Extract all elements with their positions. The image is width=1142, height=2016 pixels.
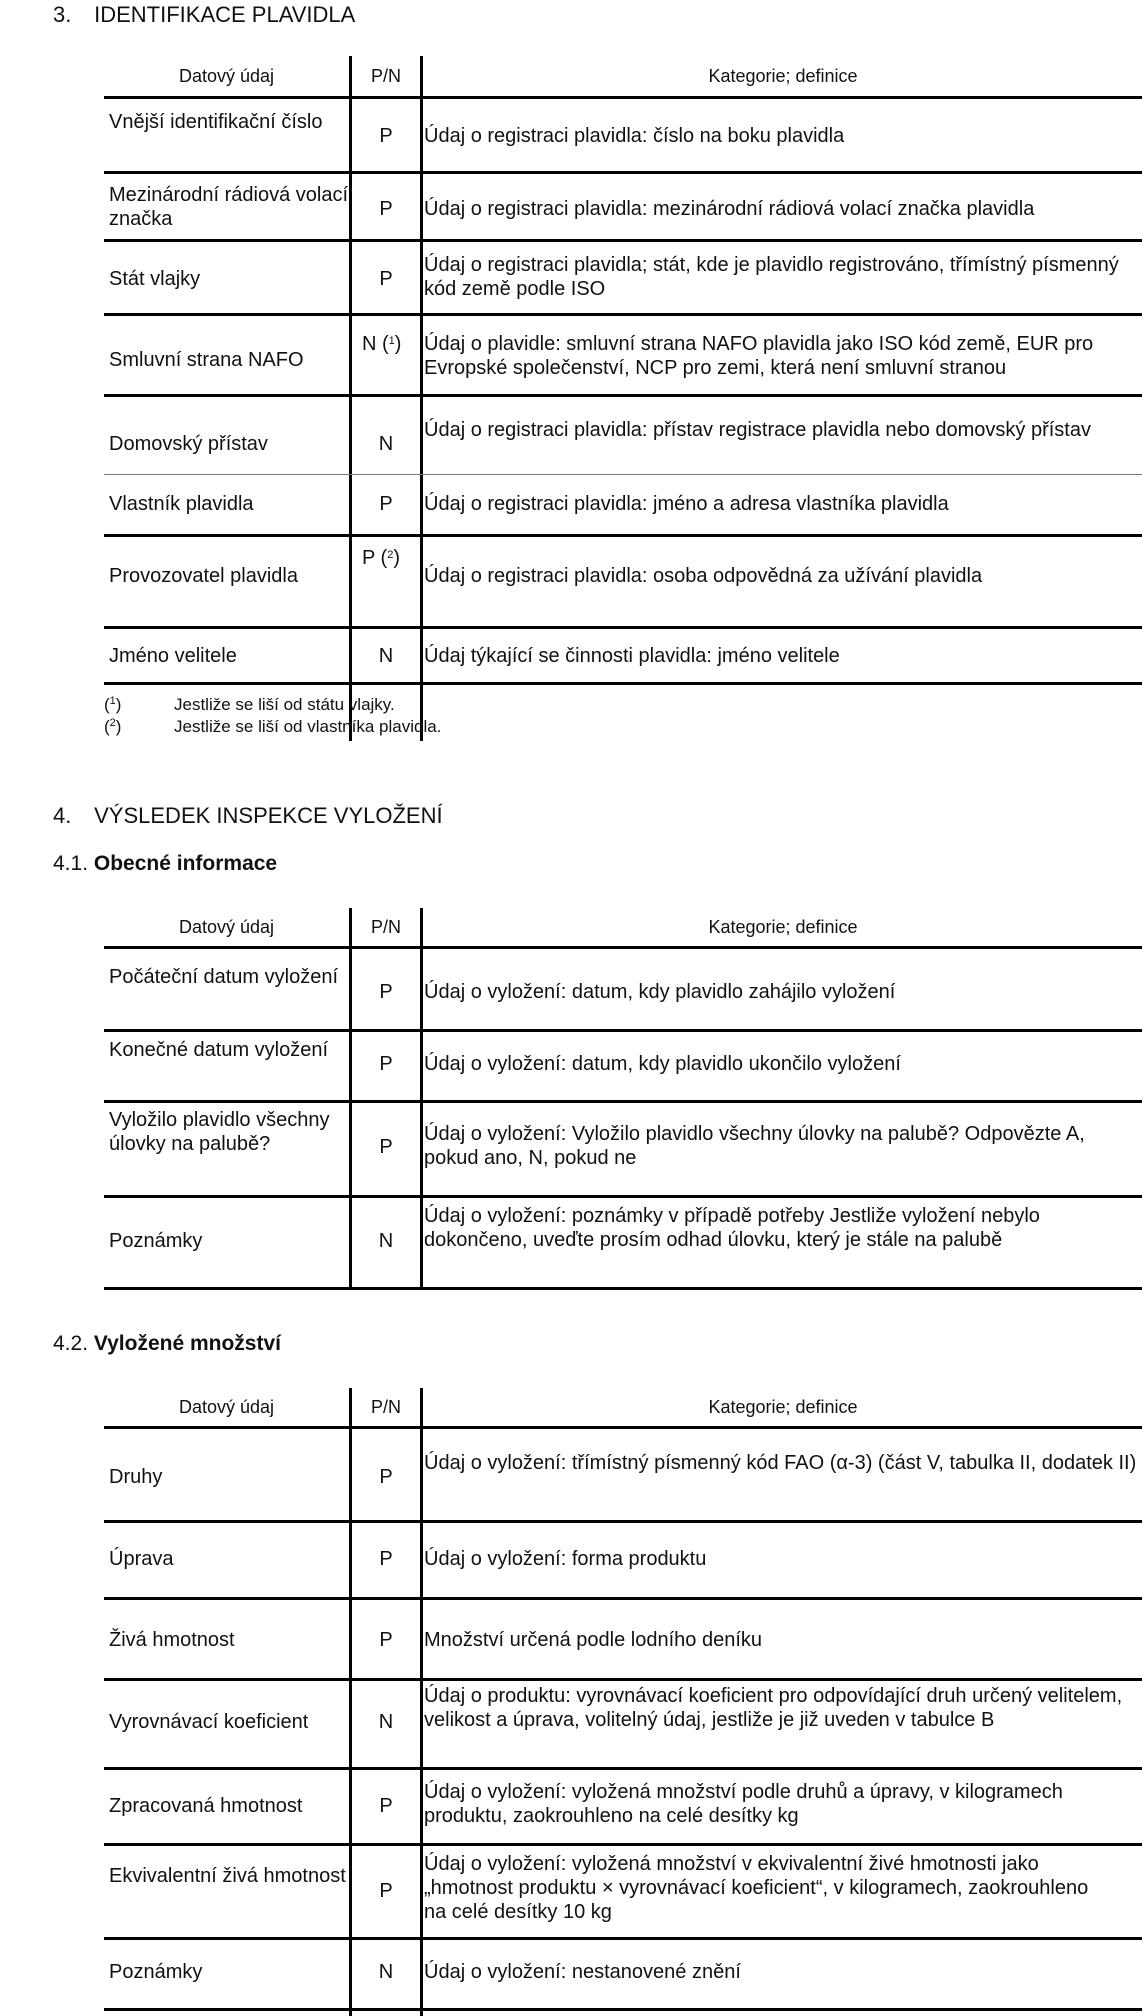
- table-row-name: Vlastník plavidla: [109, 493, 254, 515]
- section-number: 3.: [53, 2, 72, 27]
- column-header-data-item: Datový údaj: [178, 66, 275, 86]
- row-divider: [104, 682, 1142, 685]
- subsection-4-2-heading: [53, 1332, 281, 1356]
- table-row-pn: P: [379, 493, 393, 515]
- row-divider: [104, 1597, 1142, 1600]
- table-row-name: Živá hmotnost: [109, 1629, 235, 1651]
- table-row-definition: Údaj o registraci plavidla: osoba odpovědná za užívání plavidla: [424, 565, 983, 587]
- column-header-definition: Kategorie; definice: [708, 917, 858, 937]
- table-row-pn: P ($^2$): [362, 547, 400, 569]
- section-3-heading: [53, 2, 355, 28]
- table-row-name: Domovský přístav: [109, 433, 268, 455]
- row-divider: [104, 394, 1142, 397]
- table-row-pn: P: [379, 125, 393, 147]
- row-divider: [104, 171, 1142, 174]
- table-row-definition: Údaj o vyložení: datum, kdy plavidlo zahájilo vyložení: [424, 981, 896, 1003]
- table-row-name: Konečné datum vyložení: [109, 1039, 329, 1061]
- column-divider: [349, 908, 352, 1290]
- table-row-definition: Údaj o vyložení: datum, kdy plavidlo ukončilo vyložení: [424, 1053, 901, 1075]
- row-divider: [104, 313, 1142, 316]
- landed-quantity-table: [104, 1388, 1142, 2016]
- footnote-text: Jestliže se liší od státu vlajky.: [174, 695, 395, 714]
- table-row-name: Zpracovaná hmotnost: [109, 1795, 303, 1817]
- row-divider: [104, 1287, 1142, 1290]
- row-divider: [104, 96, 1142, 99]
- section-title: VÝSLEDEK INSPEKCE VYLOŽENÍ: [94, 803, 443, 828]
- table-row-name: Úprava: [109, 1548, 174, 1570]
- column-header-definition: Kategorie; definice: [708, 66, 858, 86]
- table-row-pn: N: [378, 1961, 394, 1983]
- table-row-definition: Množství určená podle lodního deníku: [424, 1629, 762, 1651]
- row-divider: [104, 1678, 1142, 1681]
- table-row-pn: P: [379, 1548, 393, 1570]
- table-row-name: Poznámky: [109, 1961, 203, 1983]
- table-row-pn: P: [379, 981, 393, 1003]
- column-header-data-item: Datový údaj: [178, 1397, 275, 1417]
- subsection-title: Vyložené množství: [93, 1332, 281, 1355]
- table-row-definition: Údaj o vyložení: třímístný písmenný kód FAO (α-3) (část V, tabulka II, dodatek II): [424, 1452, 1137, 1474]
- general-information-table: [104, 908, 1142, 1290]
- column-header-pn: P/N: [370, 917, 401, 937]
- row-divider: [104, 534, 1142, 537]
- table-row-name: Provozovatel plavidla: [109, 565, 298, 587]
- table-row-definition: Údaj o plavidle: smluvní strana NAFO plavidla jako ISO kód země, EUR pro Evropské společenství, NCP pro zemi, která není smluvní stranou: [424, 333, 1094, 379]
- row-divider: [104, 1029, 1142, 1032]
- table-row-name: Vyložilo plavidlo všechny úlovky na palubě?: [109, 1109, 330, 1155]
- footnote: ($^1$): [104, 695, 122, 714]
- table-row-definition: Údaj o vyložení: vyložená množství podle druhů a úpravy, v kilogramech produktu, zaokrouhleno na celé desítky kg: [424, 1781, 1063, 1827]
- table-row-name: Poznámky: [109, 1230, 203, 1252]
- table-row-definition: Údaj o registraci plavidla: jméno a adresa vlastníka plavidla: [424, 493, 949, 515]
- table-row-pn: P: [379, 198, 393, 220]
- row-divider: [104, 239, 1142, 242]
- table-row-pn: N: [378, 1711, 394, 1733]
- footnote-text: Jestliže se liší od vlastníka plavidla.: [174, 717, 442, 736]
- table-row-pn: N: [378, 1230, 394, 1252]
- footnote: ($^2$): [104, 717, 122, 736]
- row-divider: [104, 1426, 1142, 1429]
- table-row-definition: Údaj o registraci plavidla: přístav registrace plavidla nebo domovský přístav: [424, 419, 1091, 441]
- column-header-data-item: Datový údaj: [178, 917, 275, 937]
- subsection-4-1-heading: [53, 852, 277, 876]
- table-row-pn: P: [379, 1136, 393, 1158]
- column-header-pn: P/N: [370, 66, 401, 86]
- footnote-ref: 1: [388, 335, 395, 347]
- row-divider: [104, 1195, 1142, 1198]
- table-row-definition: Údaj o vyložení: Vyložilo plavidlo všechny úlovky na palubě? Odpovězte A, pokud ano, N, pokud ne: [424, 1123, 1085, 1169]
- table-row-name: Vyrovnávací koeficient: [109, 1711, 309, 1733]
- table-row-definition: Údaj týkající se činnosti plavidla: jméno velitele: [424, 645, 840, 667]
- row-divider: [104, 1767, 1142, 1770]
- footnote-ref: 2: [387, 549, 394, 561]
- table-row-pn: P: [379, 1880, 393, 1902]
- row-divider: [104, 1843, 1142, 1846]
- table-row-name: Druhy: [109, 1466, 163, 1488]
- column-divider: [420, 1388, 423, 2016]
- vessel-identification-table: [104, 56, 1142, 741]
- table-row-name: Ekvivalentní živá hmotnost: [109, 1865, 346, 1887]
- table-row-name: Smluvní strana NAFO: [109, 349, 304, 371]
- pn-value: P: [362, 547, 375, 569]
- column-header-pn: P/N: [370, 1397, 401, 1417]
- table-row-name: Vnější identifikační číslo: [109, 111, 323, 133]
- column-header-definition: Kategorie; definice: [708, 1397, 858, 1417]
- subsection-number: 4.2.: [53, 1332, 89, 1355]
- pn-value: N: [362, 333, 377, 355]
- row-divider: [104, 1100, 1142, 1103]
- column-divider: [420, 908, 423, 1290]
- column-divider: [349, 1388, 352, 2016]
- table-row-pn: P: [379, 268, 393, 290]
- table-row-definition: Údaj o registraci plavidla: číslo na boku plavidla: [424, 125, 845, 147]
- table-row-definition: Údaj o produktu: vyrovnávací koeficient pro odpovídající druh určený velitelem, velikost a úprava, volitelný údaj, jestliže je již uveden v tabulce B: [424, 1685, 1123, 1731]
- table-row-pn: P: [379, 1795, 393, 1817]
- subsection-title: Obecné informace: [93, 852, 278, 875]
- subsection-number: 4.1.: [53, 852, 89, 875]
- table-row-definition: Údaj o vyložení: poznámky v případě potřeby Jestliže vyložení nebylo dokončeno, uveďte prosím odhad úlovku, který je stále na palubě: [424, 1205, 1040, 1251]
- row-divider: [104, 2008, 1142, 2011]
- table-row-definition: Údaj o registraci plavidla: mezinárodní rádiová volací značka plavidla: [424, 198, 1035, 220]
- table-row-name: Počáteční datum vyložení: [109, 966, 339, 988]
- table-row-pn: P: [379, 1053, 393, 1075]
- table-row-name: Jméno velitele: [109, 645, 237, 667]
- table-row-name: Stát vlajky: [109, 268, 201, 290]
- footnote-mark: 2: [109, 717, 116, 729]
- table-row-pn: P: [379, 1466, 393, 1488]
- column-divider: [420, 56, 423, 741]
- section-4-heading: [53, 803, 443, 829]
- section-title: IDENTIFIKACE PLAVIDLA: [94, 2, 356, 27]
- table-row-pn: N ($^1$): [362, 333, 402, 355]
- table-row-definition: Údaj o vyložení: forma produktu: [424, 1548, 707, 1570]
- section-number: 4.: [53, 803, 72, 828]
- row-divider: [104, 1937, 1142, 1940]
- table-row-definition: Údaj o vyložení: nestanovené znění: [424, 1961, 741, 1983]
- row-divider: [104, 474, 1142, 475]
- table-row-pn: N: [378, 433, 394, 455]
- table-row-name: Mezinárodní rádiová volací značka: [109, 184, 349, 230]
- column-divider: [349, 56, 352, 741]
- table-row-pn: P: [379, 1629, 393, 1651]
- table-row-definition: Údaj o vyložení: vyložená množství v ekvivalentní živé hmotnosti jako „hmotnost produktu × vyrovnávací koeficient“, v kilogramech, zaokrouhleno na celé desítky 10 kg: [424, 1853, 1089, 1923]
- row-divider: [104, 946, 1142, 949]
- footnote-mark: 1: [109, 695, 116, 707]
- table-row-definition: Údaj o registraci plavidla; stát, kde je plavidlo registrováno, třímístný písmenný kód země podle ISO: [424, 254, 1119, 300]
- row-divider: [104, 626, 1142, 629]
- row-divider: [104, 1520, 1142, 1523]
- table-row-pn: N: [378, 645, 394, 667]
